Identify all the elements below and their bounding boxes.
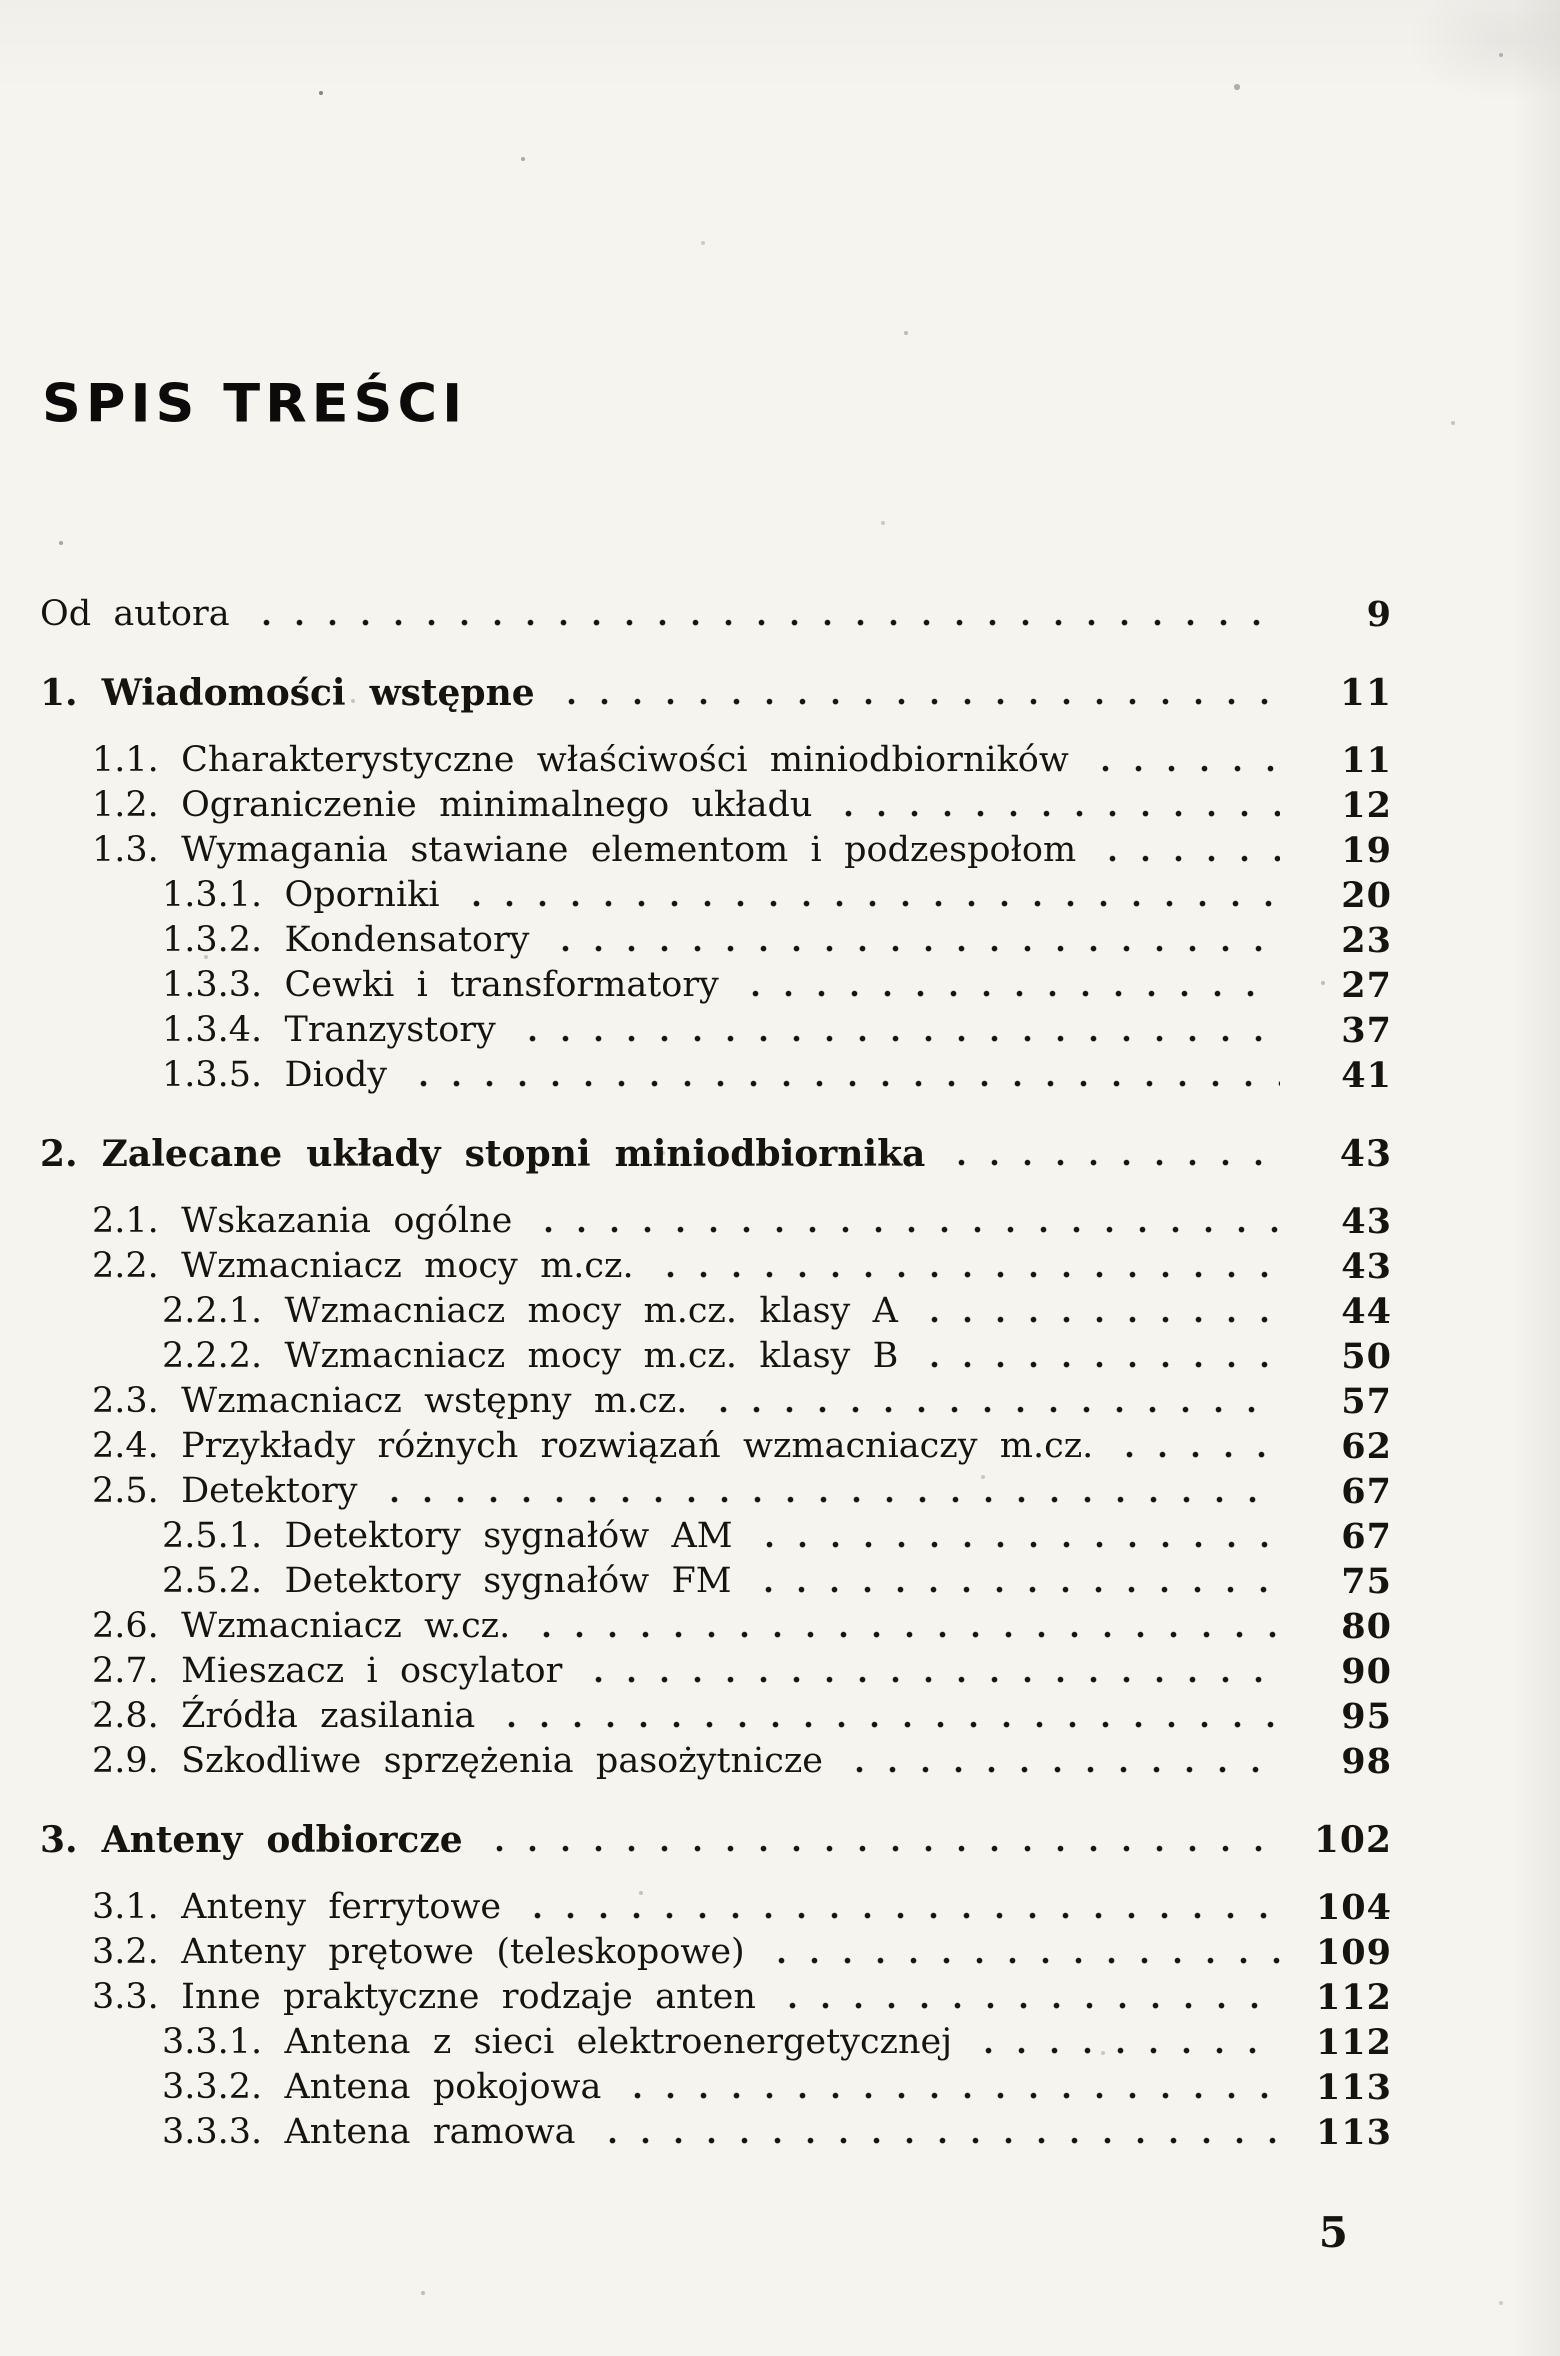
toc-page-number: 95 xyxy=(1341,1696,1392,1737)
dot-leader xyxy=(776,1975,1280,2020)
table-of-contents xyxy=(40,592,1392,2155)
toc-row xyxy=(40,1199,1392,1244)
toc-entry-label: 2.2.2. Wzmacniacz mocy m.cz. klasy B xyxy=(162,1336,899,1376)
toc-page-number: 23 xyxy=(1341,920,1392,961)
toc-entry-label: 3.3.3. Antena ramowa xyxy=(162,2112,576,2152)
dot-leader xyxy=(707,1379,1280,1424)
toc-row xyxy=(40,592,1392,637)
toc-page-number: 75 xyxy=(1341,1561,1392,1602)
toc-entry-label: 2.7. Mieszacz i oscylator xyxy=(92,1651,563,1691)
toc-chapter-row xyxy=(40,1818,1392,1863)
toc-page-number: 102 xyxy=(1313,1819,1392,1861)
toc-row xyxy=(40,783,1392,828)
dot-leader xyxy=(945,1132,1280,1177)
toc-page-number: 90 xyxy=(1341,1651,1392,1692)
toc-row xyxy=(40,1424,1392,1469)
dot-leader xyxy=(460,873,1280,918)
toc-page-number: 43 xyxy=(1341,1246,1392,1287)
dot-leader xyxy=(549,918,1280,963)
toc-entry-label: 2.9. Szkodliwe sprzężenia pasożytnicze xyxy=(92,1741,824,1781)
dot-leader xyxy=(1096,828,1280,873)
dot-leader xyxy=(532,1199,1280,1244)
toc-page-number: 98 xyxy=(1341,1741,1392,1782)
dot-leader xyxy=(753,1514,1280,1559)
dot-leader xyxy=(752,1559,1280,1604)
toc-row xyxy=(40,2110,1392,2155)
paper-specks xyxy=(0,0,2,2)
dot-leader xyxy=(1113,1424,1280,1469)
dot-leader xyxy=(495,1694,1280,1739)
toc-page-number: 50 xyxy=(1341,1336,1392,1377)
toc-entry-label: 1.3.1. Oporniki xyxy=(162,875,440,915)
toc-page-number: 67 xyxy=(1341,1516,1392,1557)
toc-row xyxy=(40,1975,1392,2020)
toc-row xyxy=(40,738,1392,783)
toc-page-number: 27 xyxy=(1341,965,1392,1006)
toc-entry-label: 2.5.2. Detektory sygnałów FM xyxy=(162,1561,732,1601)
dot-leader xyxy=(483,1818,1280,1863)
toc-entry-label: 3.3.2. Antena pokojowa xyxy=(162,2067,602,2107)
toc-page-number: 11 xyxy=(1339,672,1392,714)
toc-entry-label: 1.3. Wymagania stawiane elementom i podzespołom xyxy=(92,830,1077,870)
toc-page-number: 43 xyxy=(1341,1201,1392,1242)
toc-row xyxy=(40,2065,1392,2110)
toc-entry-label: 1.3.5. Diody xyxy=(162,1055,388,1095)
dot-leader xyxy=(972,2020,1280,2065)
toc-row xyxy=(40,1739,1392,1784)
dot-leader xyxy=(250,592,1280,637)
toc-row xyxy=(40,1649,1392,1694)
toc-page-number: 9 xyxy=(1366,594,1392,635)
toc-row xyxy=(40,1334,1392,1379)
toc-row xyxy=(40,1244,1392,1289)
toc-page-number: 57 xyxy=(1341,1381,1392,1422)
dot-leader xyxy=(596,2110,1280,2155)
toc-page-number: 12 xyxy=(1341,785,1392,826)
dot-leader xyxy=(555,671,1280,716)
toc-entry-label: 1.3.4. Tranzystory xyxy=(162,1010,496,1050)
toc-entry-label: 2.2. Wzmacniacz mocy m.cz. xyxy=(92,1246,634,1286)
page-title: SPIS TREŚCI xyxy=(42,372,468,435)
toc-row xyxy=(40,918,1392,963)
toc-entry-label: 2. Zalecane układy stopni miniodbiornika xyxy=(40,1133,926,1175)
toc-page-number: 43 xyxy=(1339,1133,1392,1175)
toc-entry-label: 2.5.1. Detektory sygnałów AM xyxy=(162,1516,733,1556)
toc-entry-label: 2.1. Wskazania ogólne xyxy=(92,1201,513,1241)
dot-leader xyxy=(918,1334,1280,1379)
dot-leader xyxy=(765,1930,1280,1975)
toc-row xyxy=(40,1053,1392,1098)
toc-entry-label: 2.3. Wzmacniacz wstępny m.cz. xyxy=(92,1381,688,1421)
toc-page-number: 113 xyxy=(1315,2067,1392,2108)
dot-leader xyxy=(1089,738,1280,783)
toc-row xyxy=(40,1469,1392,1514)
book-page-number: 5 xyxy=(1318,2208,1348,2257)
toc-row xyxy=(40,963,1392,1008)
toc-page-number: 113 xyxy=(1315,2112,1392,2153)
toc-page-number: 20 xyxy=(1341,875,1392,916)
toc-row xyxy=(40,1930,1392,1975)
toc-entry-label: 2.5. Detektory xyxy=(92,1471,358,1511)
toc-entry-label: 3.2. Anteny prętowe (teleskopowe) xyxy=(92,1932,745,1972)
dot-leader xyxy=(739,963,1280,1008)
dot-leader xyxy=(918,1289,1280,1334)
toc-entry-label: 3.1. Anteny ferrytowe xyxy=(92,1887,502,1927)
toc-page-number: 37 xyxy=(1341,1010,1392,1051)
toc-entry-label: 1.2. Ograniczenie minimalnego układu xyxy=(92,785,813,825)
dot-leader xyxy=(582,1649,1280,1694)
dot-leader xyxy=(654,1244,1280,1289)
toc-entry-label: 3.3. Inne praktyczne rodzaje anten xyxy=(92,1977,756,2017)
toc-entry-label: 3. Anteny odbiorcze xyxy=(40,1819,463,1861)
toc-page-number: 112 xyxy=(1315,1977,1392,2018)
toc-row xyxy=(40,1514,1392,1559)
dot-leader xyxy=(843,1739,1280,1784)
toc-row xyxy=(40,1289,1392,1334)
toc-entry-label: 2.2.1. Wzmacniacz mocy m.cz. klasy A xyxy=(162,1291,898,1331)
dot-leader xyxy=(530,1604,1280,1649)
toc-entry-label: 2.4. Przykłady różnych rozwiązań wzmacniaczy m.cz. xyxy=(92,1426,1094,1466)
toc-chapter-row xyxy=(40,1132,1392,1177)
toc-row xyxy=(40,1694,1392,1739)
toc-row xyxy=(40,1885,1392,1930)
dot-leader xyxy=(516,1008,1280,1053)
toc-row xyxy=(40,1604,1392,1649)
toc-entry-label: 2.8. Źródła zasilania xyxy=(92,1696,476,1736)
dot-leader xyxy=(832,783,1280,828)
toc-entry-label: Od autora xyxy=(40,594,230,634)
toc-entry-label: 1.1. Charakterystyczne właściwości miniodbiorników xyxy=(92,740,1069,780)
toc-row xyxy=(40,828,1392,873)
toc-entry-label: 2.6. Wzmacniacz w.cz. xyxy=(92,1606,511,1646)
toc-entry-label: 1.3.2. Kondensatory xyxy=(162,920,530,960)
toc-page-number: 11 xyxy=(1341,740,1392,781)
toc-page-number: 19 xyxy=(1341,830,1392,871)
toc-row xyxy=(40,1379,1392,1424)
toc-row xyxy=(40,2020,1392,2065)
dot-leader xyxy=(407,1053,1280,1098)
toc-page-number: 104 xyxy=(1315,1887,1392,1928)
dot-leader xyxy=(621,2065,1280,2110)
toc-page-number: 80 xyxy=(1341,1606,1392,1647)
toc-chapter-row xyxy=(40,671,1392,716)
toc-page-number: 44 xyxy=(1341,1291,1392,1332)
toc-page-number: 67 xyxy=(1341,1471,1392,1512)
toc-page-number: 41 xyxy=(1341,1055,1392,1096)
toc-row xyxy=(40,873,1392,918)
toc-row xyxy=(40,1008,1392,1053)
toc-entry-label: 3.3.1. Antena z sieci elektroenergetycznej xyxy=(162,2022,953,2062)
toc-page-number: 62 xyxy=(1341,1426,1392,1467)
toc-page-number: 112 xyxy=(1315,2022,1392,2063)
toc-entry-label: 1.3.3. Cewki i transformatory xyxy=(162,965,719,1005)
dot-leader xyxy=(378,1469,1280,1514)
toc-entry-label: 1. Wiadomości wstępne xyxy=(40,672,535,714)
toc-row xyxy=(40,1559,1392,1604)
dot-leader xyxy=(521,1885,1280,1930)
toc-page-number: 109 xyxy=(1315,1932,1392,1973)
